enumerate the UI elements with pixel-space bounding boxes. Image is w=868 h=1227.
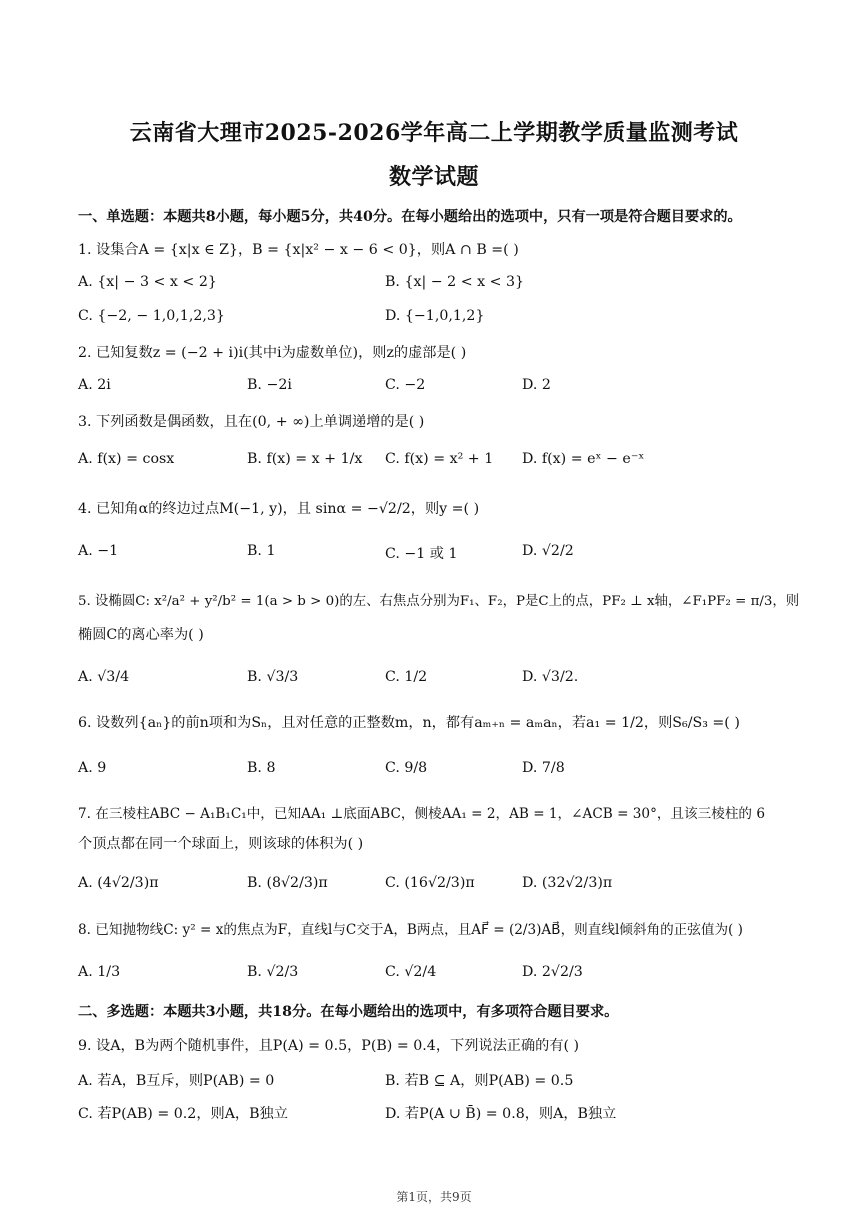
question-7-stem: 7. 在三棱柱ABC − A₁B₁C₁中，已知AA₁ ⊥底面ABC，侧棱AA₁ = 2，AB = 1，∠ACB = 30°，且该三棱柱的 6	[78, 806, 765, 822]
question-4-option-d: D. √2/2	[522, 543, 574, 559]
question-9-option-d: D. 若P(A ∪ B̄) = 0.8，则A，B独立	[385, 1106, 617, 1122]
question-2-option-a: A. 2i	[78, 377, 111, 393]
question-4-option-a: A. −1	[78, 543, 119, 559]
question-2-stem: 2. 已知复数z = (−2 + i)i(其中i为虚数单位)，则z的虚部是( )	[78, 345, 467, 361]
question-1-option-b: B. {x| − 2 < x < 3}	[385, 274, 525, 290]
question-9-option-b: B. 若B ⊆ A，则P(AB) = 0.5	[385, 1073, 574, 1089]
question-5-option-c: C. 1/2	[385, 669, 428, 685]
question-5-option-a: A. √3/4	[78, 669, 130, 685]
question-7-option-c: C. (16√2/3)π	[385, 875, 475, 891]
question-8-stem: 8. 已知抛物线C: y² = x的焦点为F，直线l与C交于A，B两点，且AF⃗ = (2/3)AB⃗，则直线l倾斜角的正弦值为( )	[78, 922, 743, 938]
question-3-option-b: B. f(x) = x + 1/x	[247, 451, 363, 467]
question-2-option-d: D. 2	[522, 377, 551, 393]
question-4-option-c: C. −1 或 1	[385, 546, 458, 562]
question-5-option-d: D. √3/2.	[522, 669, 579, 685]
question-8-option-b: B. √2/3	[247, 964, 299, 980]
question-8-option-d: D. 2√2/3	[522, 964, 583, 980]
question-6-option-a: A. 9	[78, 760, 107, 776]
question-9-option-a: A. 若A，B互斥，则P(AB) = 0	[78, 1073, 275, 1089]
question-6-option-c: C. 9/8	[385, 760, 428, 776]
question-1-option-d: D. {−1,0,1,2}	[385, 308, 485, 324]
question-4-option-b: B. 1	[247, 543, 276, 559]
question-2-option-c: C. −2	[385, 377, 426, 393]
question-9-option-c: C. 若P(AB) = 0.2，则A，B独立	[78, 1106, 288, 1122]
question-3-option-d: D. f(x) = eˣ − e⁻ˣ	[522, 451, 645, 467]
question-3-option-a: A. f(x) = cosx	[78, 451, 175, 467]
question-9-stem: 9. 设A，B为两个随机事件，且P(A) = 0.5，P(B) = 0.4，下列说法正确的有( )	[78, 1038, 580, 1054]
question-3-stem: 3. 下列函数是偶函数，且在(0, + ∞)上单调递增的是( )	[78, 414, 425, 430]
section-heading-single-choice: 一、单选题：本题共8小题，每小题5分，共40分。在每小题给出的选项中，只有一项是符合题目要求的。	[78, 209, 742, 225]
page-subtitle: 数学试题	[388, 164, 479, 190]
question-1-stem: 1. 设集合A = {x|x ∈ Z}，B = {x|x² − x − 6 < 0}，则A ∩ B =( )	[78, 242, 519, 258]
page-footer: 第1页，共9页	[396, 1190, 472, 1204]
question-7-option-d: D. (32√2/3)π	[522, 875, 613, 891]
question-5-stem: 5. 设椭圆C: x²/a² + y²/b² = 1(a > b > 0)的左、右焦点分别为F₁、F₂，P是C上的点，PF₂ ⊥ x轴，∠F₁PF₂ = π/3，则	[78, 594, 800, 609]
question-6-option-b: B. 8	[247, 760, 276, 776]
question-1-option-a: A. {x| − 3 < x < 2}	[78, 274, 217, 290]
question-7-option-b: B. (8√2/3)π	[247, 875, 328, 891]
question-5-stem-continued: 椭圆C的离心率为( )	[78, 627, 204, 643]
question-5-option-b: B. √3/3	[247, 669, 299, 685]
question-7-stem-continued: 个顶点都在同一个球面上，则该球的体积为( )	[78, 836, 364, 852]
question-8-option-c: C. √2/4	[385, 964, 437, 980]
question-6-stem: 6. 设数列{aₙ}的前n项和为Sₙ，且对任意的正整数m，n，都有aₘ₊ₙ = aₘaₙ，若a₁ = 1/2，则S₆/S₃ =( )	[78, 715, 740, 731]
question-4-stem: 4. 已知角α的终边过点M(−1, y)，且 sinα = −√2/2，则y =( )	[78, 501, 480, 517]
section-heading-multiple-choice: 二、多选题：本题共3小题，共18分。在每小题给出的选项中，有多项符合题目要求。	[78, 1004, 619, 1020]
question-2-option-b: B. −2i	[247, 377, 292, 393]
question-6-option-d: D. 7/8	[522, 760, 565, 776]
question-3-option-c: C. f(x) = x² + 1	[385, 451, 494, 467]
question-1-option-c: C. {−2, − 1,0,1,2,3}	[78, 308, 225, 324]
question-8-option-a: A. 1/3	[78, 964, 121, 980]
page-title: 云南省大理市2025-2026学年高二上学期教学质量监测考试	[129, 120, 739, 146]
question-7-option-a: A. (4√2/3)π	[78, 875, 159, 891]
